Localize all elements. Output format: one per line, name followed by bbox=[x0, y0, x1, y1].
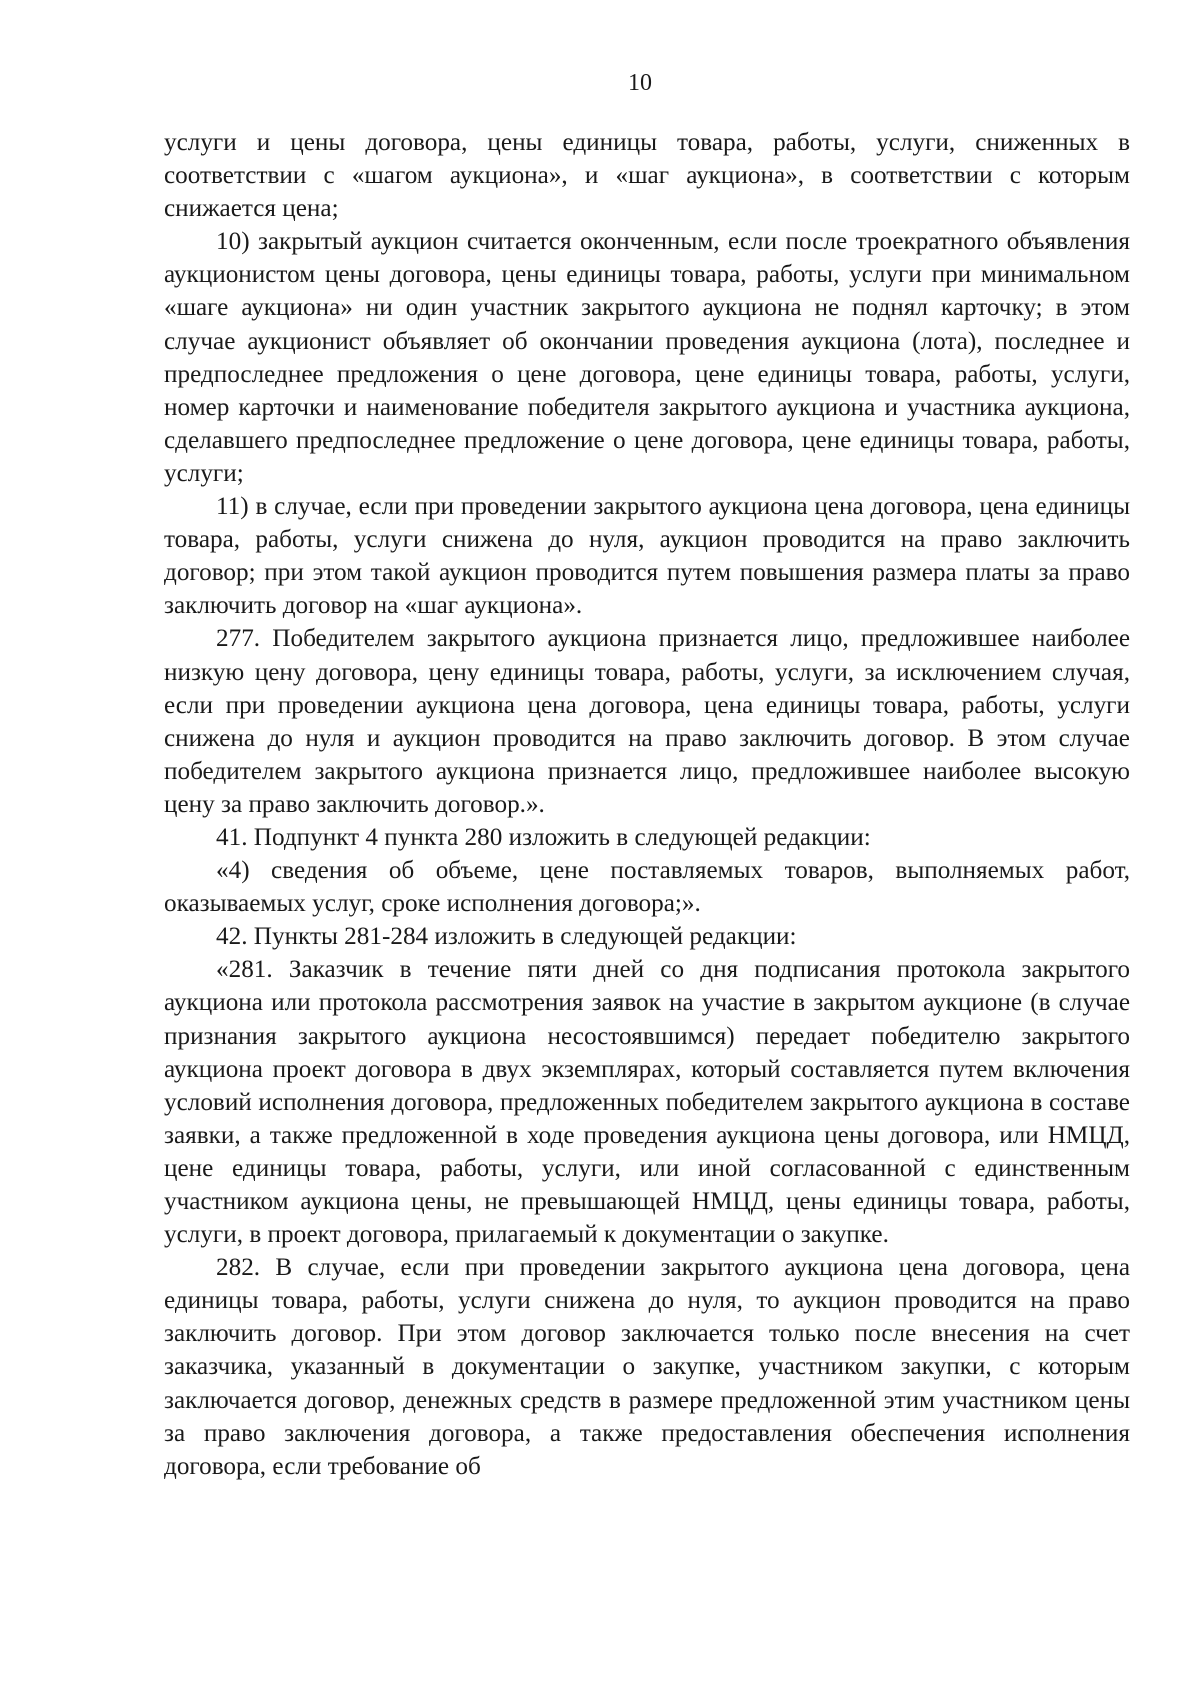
paragraph-clause-277: 277. Победителем закрытого аукциона признается лицо, предложившее наиболее низкую цену договора, цену единицы товара, работы, услуги, за исключением случая, если при проведении аукциона цена договора, цена единицы товара, работы, услуги снижена до нуля и аукцион проводится на право заключить договор. В этом случае победителем закрытого аукциона признается лицо, предложившее наиболее высокую цену за право заключить договор.». bbox=[164, 625, 1130, 818]
paragraph-clause-281: «281. Заказчик в течение пяти дней со дня подписания протокола закрытого аукциона или протокола рассмотрения заявок на участие в закрытом аукционе (в случае признания закрытого аукциона несостоявшимся) передает победителю закрытого аукциона проект договора в двух экземплярах, который составляется путем включения условий исполнения договора, предложенных победителем закрытого аукциона в составе заявки, а также предложенной в ходе проведения аукциона цены договора, или НМЦД, цене единицы товара, работы, услуги, или иной согласованной с единственным участником аукциона цены, не превышающей НМЦД, цены единицы товара, работы, услуги, в проект договора, прилагаемый к документации о закупке. bbox=[164, 956, 1130, 1249]
document-body bbox=[164, 126, 1130, 1483]
paragraph-item-11: 11) в случае, если при проведении закрытого аукциона цена договора, цена единицы товара, работы, услуги снижена до нуля, аукцион проводится на право заключить договор; при этом такой аукцион проводится путем повышения размера платы за право заключить договор на «шаг аукциона». bbox=[164, 493, 1130, 620]
paragraph-continuation: услуги и цены договора, цены единицы товара, работы, услуги, сниженных в соответствии с «шагом аукциона», и «шаг аукциона», в соответствии с которым снижается цена; bbox=[164, 129, 1130, 223]
paragraph-item-10: 10) закрытый аукцион считается оконченным, если после троекратного объявления аукционистом цены договора, цены единицы товара, работы, услуги при минимальном «шаге аукциона» ни один участник закрытого аукциона не поднял карточку; в этом случае аукционист объявляет об окончании проведения аукциона (лота), последнее и предпоследнее предложения о цене договора, цене единицы товара, работы, услуги, номер карточки и наименование победителя закрытого аукциона и участника аукциона, сделавшего предпоследнее предложение о цене договора, цене единицы товара, работы, услуги; bbox=[164, 228, 1130, 487]
paragraph-subitem-4: «4) сведения об объеме, цене поставляемых товаров, выполняемых работ, оказываемых услуг, сроке исполнения договора;». bbox=[164, 857, 1130, 918]
paragraph-amendment-41: 41. Подпункт 4 пункта 280 изложить в следующей редакции: bbox=[216, 823, 871, 851]
paragraph-clause-282: 282. В случае, если при проведении закрытого аукциона цена договора, цена единицы товара, работы, услуги снижена до нуля, то аукцион проводится на право заключить договор. При этом договор заключается только после внесения на счет заказчика, указанный в документации о закупке, участником закупки, с которым заключается договор, денежных средств в размере предложенной этим участником цены за право заключения договора, а также предоставления обеспечения исполнения договора, если требование об bbox=[164, 1254, 1130, 1480]
paragraph-amendment-42: 42. Пункты 281-284 изложить в следующей редакции: bbox=[216, 923, 797, 951]
page-number: 10 bbox=[628, 70, 652, 96]
